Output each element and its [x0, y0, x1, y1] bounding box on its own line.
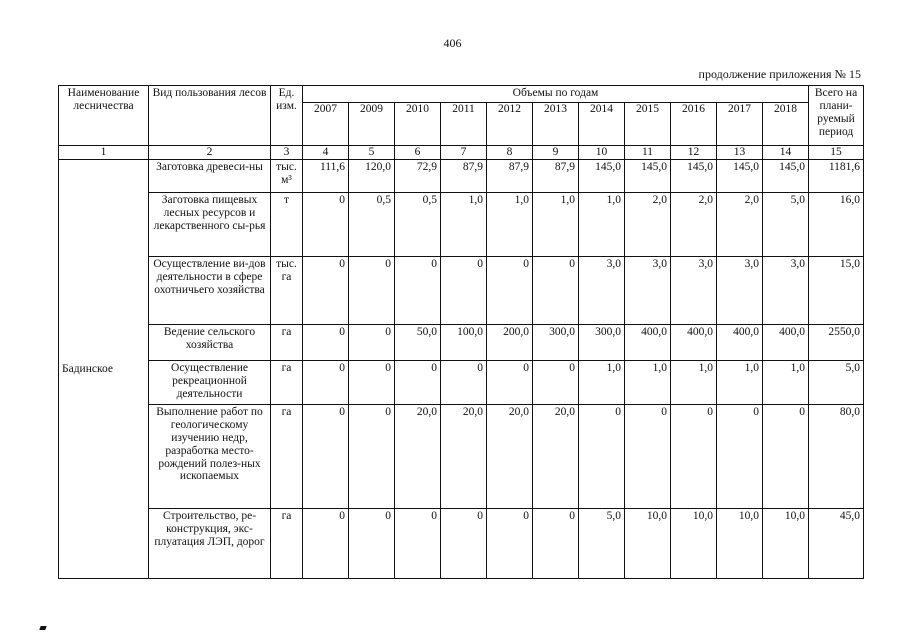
total-cell: 5,0 — [809, 361, 864, 405]
table-row — [59, 160, 864, 193]
volume-cell: 0 — [303, 325, 349, 361]
column-number: 10 — [579, 146, 625, 160]
volume-cell: 0 — [303, 361, 349, 405]
unit-text: га — [281, 510, 292, 522]
volume-cell: 20,0 — [395, 405, 441, 509]
unit-text: га — [281, 326, 292, 338]
unit-cell — [271, 257, 303, 325]
column-number: 12 — [671, 146, 717, 160]
header-total: Всего на плани-руемый период — [809, 86, 864, 146]
volume-cell: 0 — [349, 325, 395, 361]
volume-cell: 300,0 — [533, 325, 579, 361]
table-row — [59, 325, 864, 361]
volume-cell: 2,0 — [625, 193, 671, 257]
volume-cell: 5,0 — [763, 193, 809, 257]
header-year: 2007 — [303, 103, 349, 146]
unit-cell — [271, 361, 303, 405]
column-number: 2 — [149, 146, 271, 160]
volume-cell: 3,0 — [763, 257, 809, 325]
volume-cell: 87,9 — [533, 160, 579, 193]
use-type-cell: Осуществление ви-дов деятельности в сфере охотничьего хозяйства — [149, 257, 271, 325]
total-cell: 1181,6 — [809, 160, 864, 193]
volume-cell: 0 — [303, 257, 349, 325]
header-year: 2018 — [763, 103, 809, 146]
total-cell: 2550,0 — [809, 325, 864, 361]
volume-cell: 1,0 — [441, 193, 487, 257]
header-unit: Ед. изм. — [271, 86, 303, 146]
appendix-continuation-note: продолжение приложения № 15 — [698, 67, 861, 81]
volume-cell: 0 — [349, 361, 395, 405]
header-year: 2017 — [717, 103, 763, 146]
volume-cell: 20,0 — [441, 405, 487, 509]
unit-cell — [271, 405, 303, 509]
use-type-cell: Ведение сельского хозяйства — [149, 325, 271, 361]
use-type-cell: Осуществление рекреационной деятельности — [149, 361, 271, 405]
header-forestry: Наименование лесничества — [59, 86, 149, 146]
column-number: 4 — [303, 146, 349, 160]
volume-cell: 10,0 — [671, 509, 717, 579]
page-number: 406 — [443, 36, 462, 50]
unit-text: га — [281, 362, 292, 374]
volume-cell: 0 — [349, 405, 395, 509]
unit-cell — [271, 193, 303, 257]
volume-cell: 3,0 — [625, 257, 671, 325]
volume-cell: 145,0 — [671, 160, 717, 193]
unit-text: га — [281, 406, 292, 418]
column-number: 7 — [441, 146, 487, 160]
volume-cell: 0 — [487, 509, 533, 579]
volume-cell: 400,0 — [625, 325, 671, 361]
volume-cell: 20,0 — [487, 405, 533, 509]
volume-cell: 145,0 — [717, 160, 763, 193]
volume-cell: 1,0 — [579, 361, 625, 405]
total-cell: 16,0 — [809, 193, 864, 257]
volume-cell: 300,0 — [579, 325, 625, 361]
column-number: 15 — [809, 146, 864, 160]
column-number: 9 — [533, 146, 579, 160]
column-number: 5 — [349, 146, 395, 160]
unit-cell — [271, 325, 303, 361]
volume-cell: 111,6 — [303, 160, 349, 193]
header-use-type: Вид пользования лесов — [149, 86, 271, 146]
volume-cell: 0 — [349, 257, 395, 325]
volume-cell: 0 — [625, 405, 671, 509]
volume-cell: 0 — [533, 257, 579, 325]
volume-cell: 0 — [441, 257, 487, 325]
header-volumes-by-year: Объемы по годам — [303, 86, 809, 103]
volume-cell: 0 — [487, 257, 533, 325]
header-year: 2010 — [395, 103, 441, 146]
volume-cell: 0 — [349, 509, 395, 579]
volume-cell: 3,0 — [717, 257, 763, 325]
volume-cell: 145,0 — [625, 160, 671, 193]
column-number: 1 — [59, 146, 149, 160]
use-type-cell: Заготовка пищевых лесных ресурсов и лекарственного сы-рья — [149, 193, 271, 257]
volume-cell: 1,0 — [487, 193, 533, 257]
volume-cell: 1,0 — [717, 361, 763, 405]
volume-cell: 0 — [763, 405, 809, 509]
unit-cell — [271, 160, 303, 193]
volume-cell: 87,9 — [441, 160, 487, 193]
volume-cell: 0 — [487, 361, 533, 405]
header-year: 2015 — [625, 103, 671, 146]
volume-cell: 20,0 — [533, 405, 579, 509]
volume-cell: 145,0 — [579, 160, 625, 193]
table-row — [59, 405, 864, 509]
volume-cell: 1,0 — [763, 361, 809, 405]
volume-cell: 0 — [441, 509, 487, 579]
header-year: 2009 — [349, 103, 395, 146]
volume-cell: 2,0 — [717, 193, 763, 257]
forest-use-volumes-table — [58, 85, 864, 579]
volume-cell: 145,0 — [763, 160, 809, 193]
column-number: 13 — [717, 146, 763, 160]
total-cell: 80,0 — [809, 405, 864, 509]
volume-cell: 400,0 — [717, 325, 763, 361]
forestry-name: Бадинское — [59, 160, 149, 579]
use-type-cell: Строительство, ре-конструкция, экс-плуатация ЛЭП, дорог — [149, 509, 271, 579]
volume-cell: 0,5 — [349, 193, 395, 257]
header-year: 2014 — [579, 103, 625, 146]
volume-cell: 400,0 — [671, 325, 717, 361]
volume-cell: 400,0 — [763, 325, 809, 361]
volume-cell: 0 — [395, 257, 441, 325]
column-number: 6 — [395, 146, 441, 160]
volume-cell: 120,0 — [349, 160, 395, 193]
volume-cell: 100,0 — [441, 325, 487, 361]
total-cell: 45,0 — [809, 509, 864, 579]
unit-text-line2: м³ — [281, 173, 292, 186]
table-row — [59, 193, 864, 257]
volume-cell: 0 — [579, 405, 625, 509]
header-year: 2013 — [533, 103, 579, 146]
column-number: 3 — [271, 146, 303, 160]
header-year: 2016 — [671, 103, 717, 146]
volume-cell: 2,0 — [671, 193, 717, 257]
volume-cell: 0 — [533, 509, 579, 579]
header-year: 2012 — [487, 103, 533, 146]
volume-cell: 1,0 — [625, 361, 671, 405]
scan-mark — [39, 626, 46, 630]
total-cell: 15,0 — [809, 257, 864, 325]
unit-cell — [271, 509, 303, 579]
unit-text: тыс. га — [276, 258, 297, 283]
volume-cell: 0 — [671, 405, 717, 509]
volume-cell: 1,0 — [533, 193, 579, 257]
table-row — [59, 509, 864, 579]
volume-cell: 87,9 — [487, 160, 533, 193]
volume-cell: 0 — [303, 405, 349, 509]
table-row — [59, 257, 864, 325]
unit-text: т — [283, 194, 290, 206]
column-number: 11 — [625, 146, 671, 160]
volume-cell: 10,0 — [763, 509, 809, 579]
volume-cell: 1,0 — [671, 361, 717, 405]
volume-cell: 0 — [441, 361, 487, 405]
volume-cell: 0,5 — [395, 193, 441, 257]
volume-cell: 0 — [303, 509, 349, 579]
volume-cell: 72,9 — [395, 160, 441, 193]
volume-cell: 5,0 — [579, 509, 625, 579]
volume-cell: 10,0 — [717, 509, 763, 579]
column-number: 14 — [763, 146, 809, 160]
volume-cell: 10,0 — [625, 509, 671, 579]
header-year: 2011 — [441, 103, 487, 146]
table-row — [59, 361, 864, 405]
column-number: 8 — [487, 146, 533, 160]
volume-cell: 0 — [395, 361, 441, 405]
volume-cell: 200,0 — [487, 325, 533, 361]
volume-cell: 1,0 — [579, 193, 625, 257]
volume-cell: 0 — [717, 405, 763, 509]
unit-text: тыс. — [276, 161, 297, 173]
volume-cell: 3,0 — [671, 257, 717, 325]
volume-cell: 0 — [533, 361, 579, 405]
use-type-cell: Заготовка древеси-ны — [149, 160, 271, 193]
volume-cell: 0 — [395, 509, 441, 579]
volume-cell: 0 — [303, 193, 349, 257]
volume-cell: 50,0 — [395, 325, 441, 361]
volume-cell: 3,0 — [579, 257, 625, 325]
use-type-cell: Выполнение работ по геологическому изучению недр, разработка место-рождений полез-ных ископаемых — [149, 405, 271, 509]
